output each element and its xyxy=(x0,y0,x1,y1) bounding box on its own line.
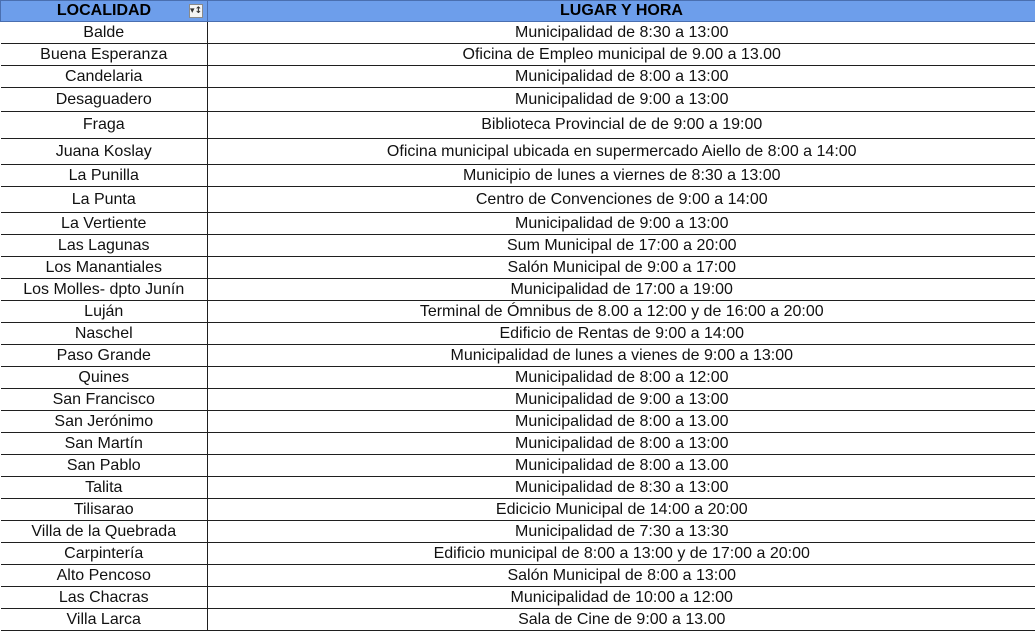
table-row xyxy=(1,165,1035,187)
cell-lugar-y-hora[interactable]: Municipalidad de 7:30 a 13:30 xyxy=(208,521,1035,543)
filter-dropdown-icon[interactable]: ▾↕ xyxy=(190,6,203,16)
cell-localidad[interactable]: San Martín xyxy=(1,433,208,455)
cell-localidad[interactable]: Los Molles- dpto Junín xyxy=(1,279,208,301)
header-localidad[interactable] xyxy=(1,1,208,22)
cell-lugar-y-hora[interactable]: Municipalidad de 10:00 a 12:00 xyxy=(208,587,1035,609)
table-row xyxy=(1,345,1035,367)
cell-localidad[interactable]: La Punilla xyxy=(1,165,208,187)
cell-lugar-y-hora[interactable]: Municipio de lunes a viernes de 8:30 a 13:00 xyxy=(208,165,1035,187)
cell-lugar-y-hora[interactable]: Edificio municipal de 8:00 a 13:00 y de 17:00 a 20:00 xyxy=(208,543,1035,565)
cell-lugar-y-hora[interactable]: Biblioteca Provincial de de 9:00 a 19:00 xyxy=(208,112,1035,139)
header-lugar-y-hora[interactable] xyxy=(208,1,1035,22)
cell-localidad[interactable]: Tilisarao xyxy=(1,499,208,521)
table-row xyxy=(1,565,1035,587)
table-row xyxy=(1,44,1035,66)
cell-lugar-y-hora[interactable]: Oficina de Empleo municipal de 9.00 a 13.00 xyxy=(208,44,1035,66)
header-lugar-label: LUGAR Y HORA xyxy=(560,2,683,19)
table-row xyxy=(1,187,1035,213)
table-row xyxy=(1,521,1035,543)
header-localidad-label: LOCALIDAD xyxy=(56,2,152,19)
table-row xyxy=(1,235,1035,257)
table-row xyxy=(1,301,1035,323)
cell-localidad[interactable]: San Jerónimo xyxy=(1,411,208,433)
cell-localidad[interactable]: Carpintería xyxy=(1,543,208,565)
cell-localidad[interactable]: Las Chacras xyxy=(1,587,208,609)
table-row xyxy=(1,279,1035,301)
cell-lugar-y-hora[interactable]: Edicicio Municipal de 14:00 a 20:00 xyxy=(208,499,1035,521)
table-row xyxy=(1,455,1035,477)
cell-lugar-y-hora[interactable]: Municipalidad de 8:30 a 13:00 xyxy=(208,477,1035,499)
table-row xyxy=(1,411,1035,433)
cell-localidad[interactable]: Desaguadero xyxy=(1,88,208,112)
cell-localidad[interactable]: Luján xyxy=(1,301,208,323)
cell-localidad[interactable]: Candelaria xyxy=(1,66,208,88)
table-row xyxy=(1,22,1035,44)
cell-localidad[interactable]: Alto Pencoso xyxy=(1,565,208,587)
cell-lugar-y-hora[interactable]: Centro de Convenciones de 9:00 a 14:00 xyxy=(208,187,1035,213)
table-row xyxy=(1,367,1035,389)
table-row xyxy=(1,112,1035,139)
table-row xyxy=(1,88,1035,112)
cell-localidad[interactable]: Villa Larca xyxy=(1,609,208,631)
cell-localidad[interactable]: Paso Grande xyxy=(1,345,208,367)
table-row xyxy=(1,323,1035,345)
cell-localidad[interactable]: Naschel xyxy=(1,323,208,345)
table-row xyxy=(1,499,1035,521)
cell-localidad[interactable]: La Vertiente xyxy=(1,213,208,235)
cell-lugar-y-hora[interactable]: Municipalidad de 8:00 a 13.00 xyxy=(208,411,1035,433)
cell-lugar-y-hora[interactable]: Municipalidad de 8:30 a 13:00 xyxy=(208,22,1035,44)
cell-lugar-y-hora[interactable]: Municipalidad de 8:00 a 12:00 xyxy=(208,367,1035,389)
table-row xyxy=(1,139,1035,165)
table-row xyxy=(1,587,1035,609)
cell-lugar-y-hora[interactable]: Municipalidad de lunes a vienes de 9:00 a 13:00 xyxy=(208,345,1035,367)
table-row xyxy=(1,66,1035,88)
cell-localidad[interactable]: Talita xyxy=(1,477,208,499)
table-body xyxy=(1,22,1035,631)
cell-lugar-y-hora[interactable]: Municipalidad de 9:00 a 13:00 xyxy=(208,88,1035,112)
header-row xyxy=(1,1,1035,22)
cell-localidad[interactable]: Juana Koslay xyxy=(1,139,208,165)
cell-lugar-y-hora[interactable]: Salón Municipal de 9:00 a 17:00 xyxy=(208,257,1035,279)
cell-lugar-y-hora[interactable]: Sala de Cine de 9:00 a 13.00 xyxy=(208,609,1035,631)
cell-localidad[interactable]: Buena Esperanza xyxy=(1,44,208,66)
table-row xyxy=(1,477,1035,499)
cell-lugar-y-hora[interactable]: Municipalidad de 17:00 a 19:00 xyxy=(208,279,1035,301)
table-row xyxy=(1,433,1035,455)
cell-lugar-y-hora[interactable]: Salón Municipal de 8:00 a 13:00 xyxy=(208,565,1035,587)
cell-lugar-y-hora[interactable]: Terminal de Ómnibus de 8.00 a 12:00 y de 16:00 a 20:00 xyxy=(208,301,1035,323)
cell-localidad[interactable]: Las Lagunas xyxy=(1,235,208,257)
cell-lugar-y-hora[interactable]: Municipalidad de 8:00 a 13:00 xyxy=(208,433,1035,455)
cell-lugar-y-hora[interactable]: Municipalidad de 8:00 a 13:00 xyxy=(208,66,1035,88)
cell-lugar-y-hora[interactable]: Sum Municipal de 17:00 a 20:00 xyxy=(208,235,1035,257)
cell-localidad[interactable]: San Pablo xyxy=(1,455,208,477)
cell-localidad[interactable]: San Francisco xyxy=(1,389,208,411)
table-row xyxy=(1,389,1035,411)
cell-lugar-y-hora[interactable]: Municipalidad de 9:00 a 13:00 xyxy=(208,213,1035,235)
table-row xyxy=(1,213,1035,235)
cell-localidad[interactable]: Los Manantiales xyxy=(1,257,208,279)
cell-localidad[interactable]: Quines xyxy=(1,367,208,389)
cell-lugar-y-hora[interactable]: Edificio de Rentas de 9:00 a 14:00 xyxy=(208,323,1035,345)
cell-lugar-y-hora[interactable]: Municipalidad de 8:00 a 13.00 xyxy=(208,455,1035,477)
cell-localidad[interactable]: Balde xyxy=(1,22,208,44)
cell-localidad[interactable]: Villa de la Quebrada xyxy=(1,521,208,543)
table-row xyxy=(1,257,1035,279)
table-row xyxy=(1,609,1035,631)
cell-localidad[interactable]: Fraga xyxy=(1,112,208,139)
cell-localidad[interactable]: La Punta xyxy=(1,187,208,213)
cell-lugar-y-hora[interactable]: Oficina municipal ubicada en supermercado Aiello de 8:00 a 14:00 xyxy=(208,139,1035,165)
cell-lugar-y-hora[interactable]: Municipalidad de 9:00 a 13:00 xyxy=(208,389,1035,411)
table-row xyxy=(1,543,1035,565)
